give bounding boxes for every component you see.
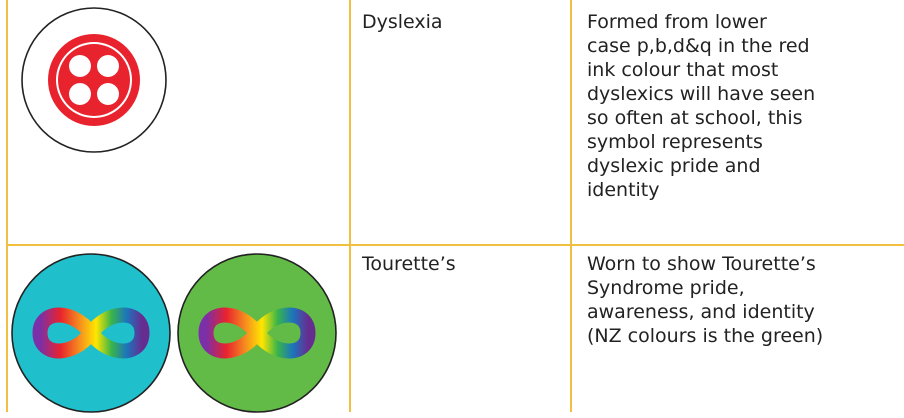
description-line: awareness, and identity (587, 301, 815, 323)
row-tourettes-description (587, 252, 904, 348)
description-line: dyslexics will have seen (587, 83, 816, 105)
description-line: identity (587, 179, 660, 201)
description-line: Syndrome pride, (587, 277, 745, 299)
table-border-col2 (570, 0, 572, 412)
table-row-divider (6, 244, 904, 246)
tourettes-infinity-blue-icon (10, 252, 172, 414)
table-border-col1 (349, 0, 351, 412)
dyslexia-symbol-icon (20, 6, 168, 154)
tourettes-infinity-green-icon (176, 252, 338, 414)
description-line: case p,b,d&q in the red (587, 35, 810, 57)
description-line: Formed from lower (587, 11, 767, 33)
description-line: Worn to show Tourette’s (587, 253, 816, 275)
description-line: ink colour that most (587, 59, 779, 81)
description-line: so often at school, this (587, 107, 803, 129)
row-dyslexia-description (587, 10, 904, 202)
description-line: symbol represents (587, 131, 763, 153)
row-dyslexia-name: Dyslexia (362, 11, 443, 33)
table-border-left (6, 0, 8, 412)
description-line: dyslexic pride and (587, 155, 761, 177)
description-line: (NZ colours is the green) (587, 325, 824, 347)
row-tourettes-name: Tourette’s (362, 253, 456, 275)
